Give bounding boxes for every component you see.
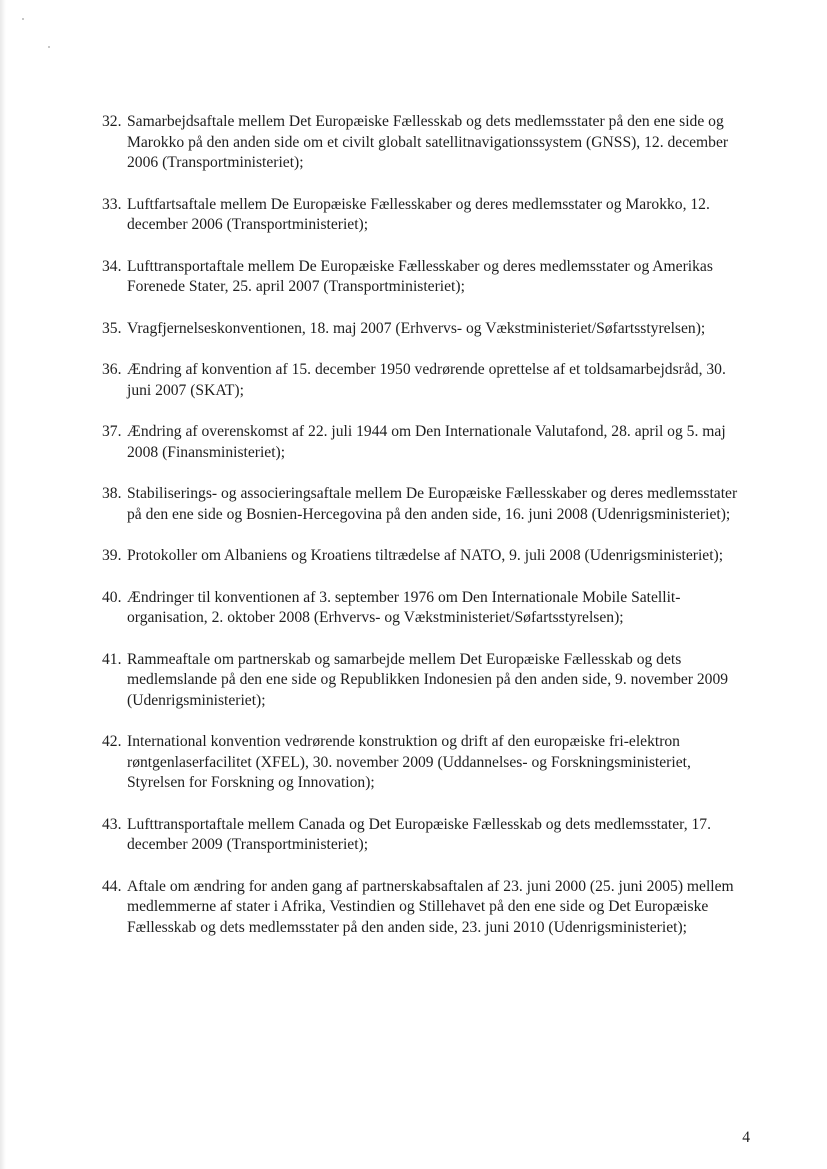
- item-text: Aftale om ændring for anden gang af partnerskabsaftalen af 23. juni 2000 (25. juni 2005) mellem medlemmerne af stater i Afrika, Vestindien og Stillehavet på den ene side og Det Europæiske Fællesskab og dets medlemsstater på den anden side, 23. juni 2010 (Udenrigsministeriet);: [127, 877, 734, 936]
- item-number: 37.: [102, 423, 122, 440]
- page-number: 4: [742, 1129, 750, 1146]
- item-text: Rammeaftale om partnerskab og samarbejde mellem Det Europæiske Fællesskab og dets medlemslande på den ene side og Republikken Indonesien på den anden side, 9. november 2009 (Udenrigsministeriet);: [127, 650, 729, 709]
- item-text: Ændring af overenskomst af 22. juli 1944 om Den Internationale Valutafond, 28. april og 5. maj 2008 (Finansministeriet);: [127, 423, 726, 461]
- list-item: [102, 650, 752, 712]
- item-number: 38.: [102, 485, 122, 502]
- scan-speck: [22, 18, 24, 20]
- list-item: [102, 422, 752, 463]
- item-number: 35.: [102, 319, 122, 337]
- item-text: Ændringer til konventionen af 3. september 1976 om Den Internationale Mobile Satellit-organisation, 2. oktober 2008 (Erhvervs- og Vækstministeriet/Søfartsstyrelsen);: [127, 588, 681, 626]
- list-item: [102, 257, 752, 298]
- item-number: 43.: [102, 815, 122, 833]
- item-number: 42.: [102, 733, 122, 750]
- item-number: 33.: [102, 195, 122, 213]
- item-text: Lufttransportaftale mellem Canada og Det Europæiske Fællesskab og dets medlemsstater, 17. december 2009 (Transportministeriet);: [127, 815, 712, 853]
- item-text: Samarbejdsaftale mellem Det Europæiske Fællesskab og dets medlemsstater på den ene side og Marokko på den anden side om et civilt globalt satellitnavigationssystem (GNSS), 12. december 2006 (Transportministeriet);: [127, 113, 729, 171]
- item-number: 40.: [102, 588, 122, 606]
- item-number: 36.: [102, 361, 122, 378]
- item-text: Luftfartsaftale mellem De Europæiske Fællesskaber og deres medlemsstater og Marokko, 12. december 2006 (Transportministeriet);: [127, 195, 710, 233]
- item-text: Stabiliserings- og associeringsaftale mellem De Europæiske Fællesskaber og deres medlemsstater på den ene side og Bosnien-Hercegovina på den anden side, 16. juni 2008 (Udenrigsministeriet);: [127, 485, 738, 523]
- list-item: [102, 588, 752, 629]
- item-text: Protokoller om Albaniens og Kroatiens tiltrædelse af NATO, 9. juli 2008 (Udenrigsministeriet);: [127, 547, 724, 564]
- item-text: Vragfjernelseskonventionen, 18. maj 2007 (Erhvervs- og Vækstministeriet/Søfartsstyrelsen);: [127, 319, 706, 337]
- item-number: 44.: [102, 877, 122, 895]
- list-item: [102, 877, 752, 939]
- item-number: 41.: [102, 650, 122, 668]
- list-item: [102, 195, 752, 236]
- list-item: [102, 546, 752, 567]
- list-item: [102, 319, 752, 340]
- scan-speck: [48, 46, 50, 48]
- scan-edge: [0, 0, 6, 1169]
- list-item: [102, 112, 752, 174]
- item-number: 34.: [102, 257, 122, 275]
- list-item: [102, 360, 752, 401]
- item-text: Lufttransportaftale mellem De Europæiske Fællesskaber og deres medlemsstater og Amerikas Forenede Stater, 25. april 2007 (Transportministeriet);: [127, 257, 713, 295]
- list-item: [102, 815, 752, 856]
- item-text: International konvention vedrørende konstruktion og drift af den europæiske fri-elektron røntgenlaserfacilitet (XFEL), 30. november 2009 (Uddannelses- og Forskningsministeriet, Styrelsen for Forskning og Innovation);: [127, 733, 691, 791]
- item-number: 32.: [102, 113, 122, 130]
- item-number: 39.: [102, 547, 122, 564]
- numbered-list: [102, 112, 752, 959]
- item-text: Ændring af konvention af 15. december 1950 vedrørende oprettelse af et toldsamarbejdsråd, 30. juni 2007 (SKAT);: [127, 361, 726, 399]
- list-item: [102, 484, 752, 525]
- list-item: [102, 732, 752, 794]
